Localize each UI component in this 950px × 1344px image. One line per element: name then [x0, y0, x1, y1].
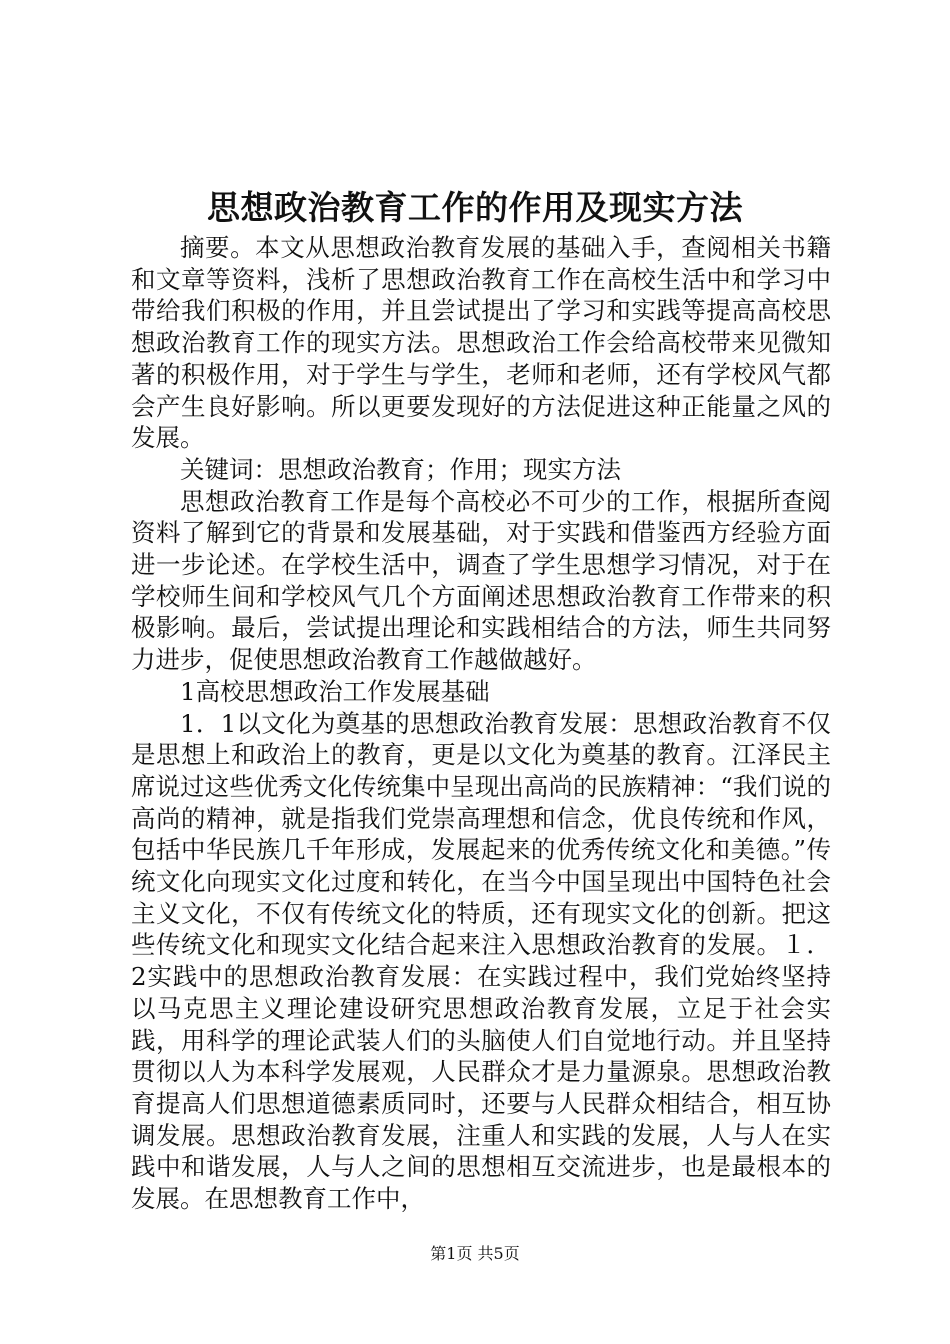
- section-body-paragraph: 1．1以文化为奠基的思想政治教育发展：思想政治教育不仅是思想上和政治上的教育，更是以文化为奠基的教育。江泽民主席说过这些优秀文化传统集中呈现出高尚的民族精神：“我们说的高尚的精神，就是指我们党崇高理想和信念，优良传统和作风，包括中华民族几千年形成，发展起来的优秀传统文化和美德。”传统文化向现实文化过度和转化，在当今中国呈现出中国特色社会主义文化，不仅有传统文化的特质，还有现实文化的创新。把这些传统文化和现实文化结合起来注入思想政治教育的发展。１．2实践中的思想政治教育发展：在实践过程中，我们党始终坚持以马克思主义理论建设研究思想政治教育发展，立足于社会实践，用科学的理论武装人们的头脑使人们自觉地行动。并且坚持贯彻以人为本科学发展观，人民群众才是力量源泉。思想政治教育提高人们思想道德素质同时，还要与人民群众相结合，相互协调发展。思想政治教育发展，注重人和实践的发展，人与人在实践中和谐发展，人与人之间的思想相互交流进步，也是最根本的发展。在思想教育工作中，: [131, 708, 831, 1214]
- abstract-paragraph: 摘要。本文从思想政治教育发展的基础入手，查阅相关书籍和文章等资料，浅析了思想政治教育工作在高校生活中和学习中带给我们积极的作用，并且尝试提出了学习和实践等提高高校思想政治教育工作的现实方法。思想政治工作会给高校带来见微知著的积极作用，对于学生与学生，老师和老师，还有学校风气都会产生良好影响。所以更要发现好的方法促进这种正能量之风的发展。: [131, 233, 831, 453]
- document-body: [131, 232, 831, 1215]
- document-title: 思想政治教育工作的作用及现实方法: [207, 188, 743, 227]
- introduction-paragraph: 思想政治教育工作是每个高校必不可少的工作，根据所查阅资料了解到它的背景和发展基础，对于实践和借鉴西方经验方面进一步论述。在学校生活中，调查了学生思想学习情况，对于在学校师生间和学校风气几个方面阐述思想政治教育工作带来的积极影响。最后，尝试提出理论和实践相结合的方法，师生共同努力进步，促使思想政治教育工作越做越好。: [131, 486, 831, 675]
- section-heading: 1高校思想政治工作发展基础: [180, 676, 490, 706]
- keywords-paragraph: 关键词：思想政治教育；作用；现实方法: [180, 454, 621, 484]
- page-number-footer: 第1页 共5页: [430, 1244, 520, 1263]
